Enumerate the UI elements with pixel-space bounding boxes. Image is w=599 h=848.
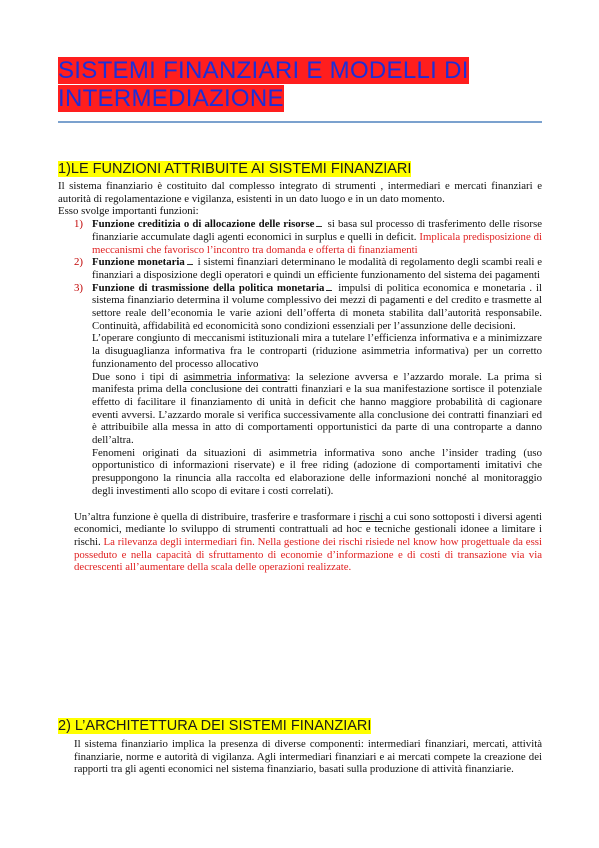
red-note: La rilevanza degli intermediari fin. Nella gestione dei rischi risiede nel know how progettuale da essi posseduto e nella capacità di sfruttamento di economie d’informazione e di costi di transazione via via decrescenti all’aumentare della scala delle operazioni realizzate.	[74, 535, 542, 574]
function-title: Funzione di trasmissione della politica monetaria	[92, 281, 325, 294]
section-2-body	[74, 738, 542, 776]
list-number: 3)	[74, 281, 83, 294]
comment-marker-icon	[316, 222, 322, 227]
list-number: 1)	[74, 218, 83, 231]
document-title-text: SISTEMI FINANZIARI E MODELLI DI INTERMEDIAZIONE	[58, 57, 469, 112]
list-number: 2)	[74, 256, 83, 269]
underlined-term: rischi	[359, 510, 384, 523]
function-title: Funzione creditizia o di allocazione delle risorse	[92, 218, 315, 231]
intro-paragraph: Il sistema finanziario è costituito dal complesso integrato di strumenti , intermediari e mercati finanziari e autorità di regolamentazione e vigilanza, esistenti in un dato luogo e in un dato momento.	[58, 180, 542, 205]
section-1-body	[58, 180, 542, 574]
functions-list	[58, 218, 542, 497]
comment-marker-icon	[187, 260, 193, 265]
document-title	[58, 57, 545, 113]
paragraph: L’operare congiunto di meccanismi istituzionali mira a tutelare l’efficienza informativa e a minimizzare la disuguaglianza informativa fra le controparti (riduzione asimmetria informativa) per un corretto funzionamento del processo allocativo	[92, 332, 542, 370]
paragraph: Fenomeni originati da situazioni di asimmetria informativa sono anche l’insider trading (uso opportunistico di informazioni riservate) e il free riding (adozione di comportamenti imitativi che presuppongono la rinuncia alla raccolta ed elaborazione delle informazioni nonché al monitoraggio degli investimenti allo scopo di evitare i costi correlati).	[92, 446, 542, 497]
section-2-heading: 2) L’ARCHITETTURA DEI SISTEMI FINANZIARI	[58, 718, 372, 734]
section-1-heading: 1)LE FUNZIONI ATTRIBUITE AI SISTEMI FINANZIARI	[58, 161, 412, 177]
list-item: 3) Funzione di trasmissione della politica monetaria impulsi di politica economica e monetaria . il sistema finanziario determina il volume complessivo dei mezzi di pagamenti e del credito e trasmette al settore reale dell’economia le varie azioni dell’offerta di moneta stabilita dall’autorità responsabile. Continuità, affidabilità ed economicità sono condizioni essenziali per l’assunzione delle decisioni. L’operare congiunto di meccanismi istituzionali mira a tutelare l’efficienza informativa e a minimizzare la disuguaglianza informativa fra le controparti (riduzione asimmetria informativa) per un corretto funzionamento del processo allocativo Due sono i tipi di asimmetria informativa: la selezione avversa e l’azzardo morale. La prima si manifesta prima della conclusione dei contratti finanziari e la sua manifestazione sortisce il potenziale effetto di facilitare il finanziamento di unità in deficit che hanno maggiore probabilità di cagionare eventi avversi. L’azzardo morale si verifica successivamente alla conclusione dei contratti finanziari ed è attribuibile alla messa in atto di comportamenti opportunistici da parte di una controparte a danno dell’altra. Fenomeni originati da situazioni di asimmetria informativa sono anche l’insider trading (uso opportunistico di informazioni riservate) e il free riding (adozione di comportamenti imitativi che presuppongono la rinuncia alla raccolta ed elaborazione delle informazioni nonché al monitoraggio degli investimenti allo scopo di evitare i costi correlati).	[74, 281, 542, 497]
list-item: 2) Funzione monetaria i sistemi finanziari determinano le modalità di regolamento degli scambi reali e finanziari a disposizione degli operatori e quindi un efficiente funzionamento del sistema dei pagamenti	[74, 256, 543, 281]
title-underline	[58, 121, 542, 123]
red-note: Implicala predisposizione di meccanismi che favorisco l’incontro tra domanda e offerta di finanziamenti	[92, 230, 542, 256]
closing-paragraph: Un’altra funzione è quella di distribuire, trasferire e trasformare i rischi a cui sono sottoposti i diversi agenti economici, mediante lo sviluppo di strumenti contrattuali ad hoc e tecniche gestionali idonee a limitare i rischi. La rilevanza degli intermediari fin. Nella gestione dei rischi risiede nel know how progettuale da essi posseduto e nella capacità di sfruttamento di economie d’informazione e di costi di transazione via via decrescenti all’aumentare della scala delle operazioni realizzate.	[74, 510, 542, 574]
comment-marker-icon	[326, 286, 332, 291]
intro-line: Esso svolge importanti funzioni:	[58, 205, 199, 218]
paragraph: Due sono i tipi di asimmetria informativa: la selezione avversa e l’azzardo morale. La prima si manifesta prima della conclusione dei contratti finanziari e la sua manifestazione sortisce il potenziale effetto di facilitare il finanziamento di unità in deficit che hanno maggiore probabilità di cagionare eventi avversi. L’azzardo morale si verifica successivamente alla conclusione dei contratti finanziari ed è attribuibile alla messa in atto di comportamenti opportunistici da parte di una controparte a danno dell’altra.	[92, 370, 542, 447]
paragraph: Il sistema finanziario implica la presenza di diverse componenti: intermediari finanziari, mercati, attività finanziarie, norme e autorità di vigilanza. Agli intermediari finanziari e ai mercati compete la creazione dei rapporti tra gli agenti economici nel sistema finanziario, basati sulla produzione di attività finanziarie.	[74, 738, 542, 776]
function-title: Funzione monetaria	[92, 256, 185, 269]
list-item: 1) Funzione creditizia o di allocazione delle risorse si basa sul processo di trasferimento delle risorse finanziarie accumulate dagli agenti economici in surplus e quelli in deficit. Implicala predisposizione di meccanismi che favorisco l’incontro tra domanda e offerta di finanziamenti	[74, 218, 542, 256]
underlined-term: asimmetria informativa	[183, 370, 288, 383]
